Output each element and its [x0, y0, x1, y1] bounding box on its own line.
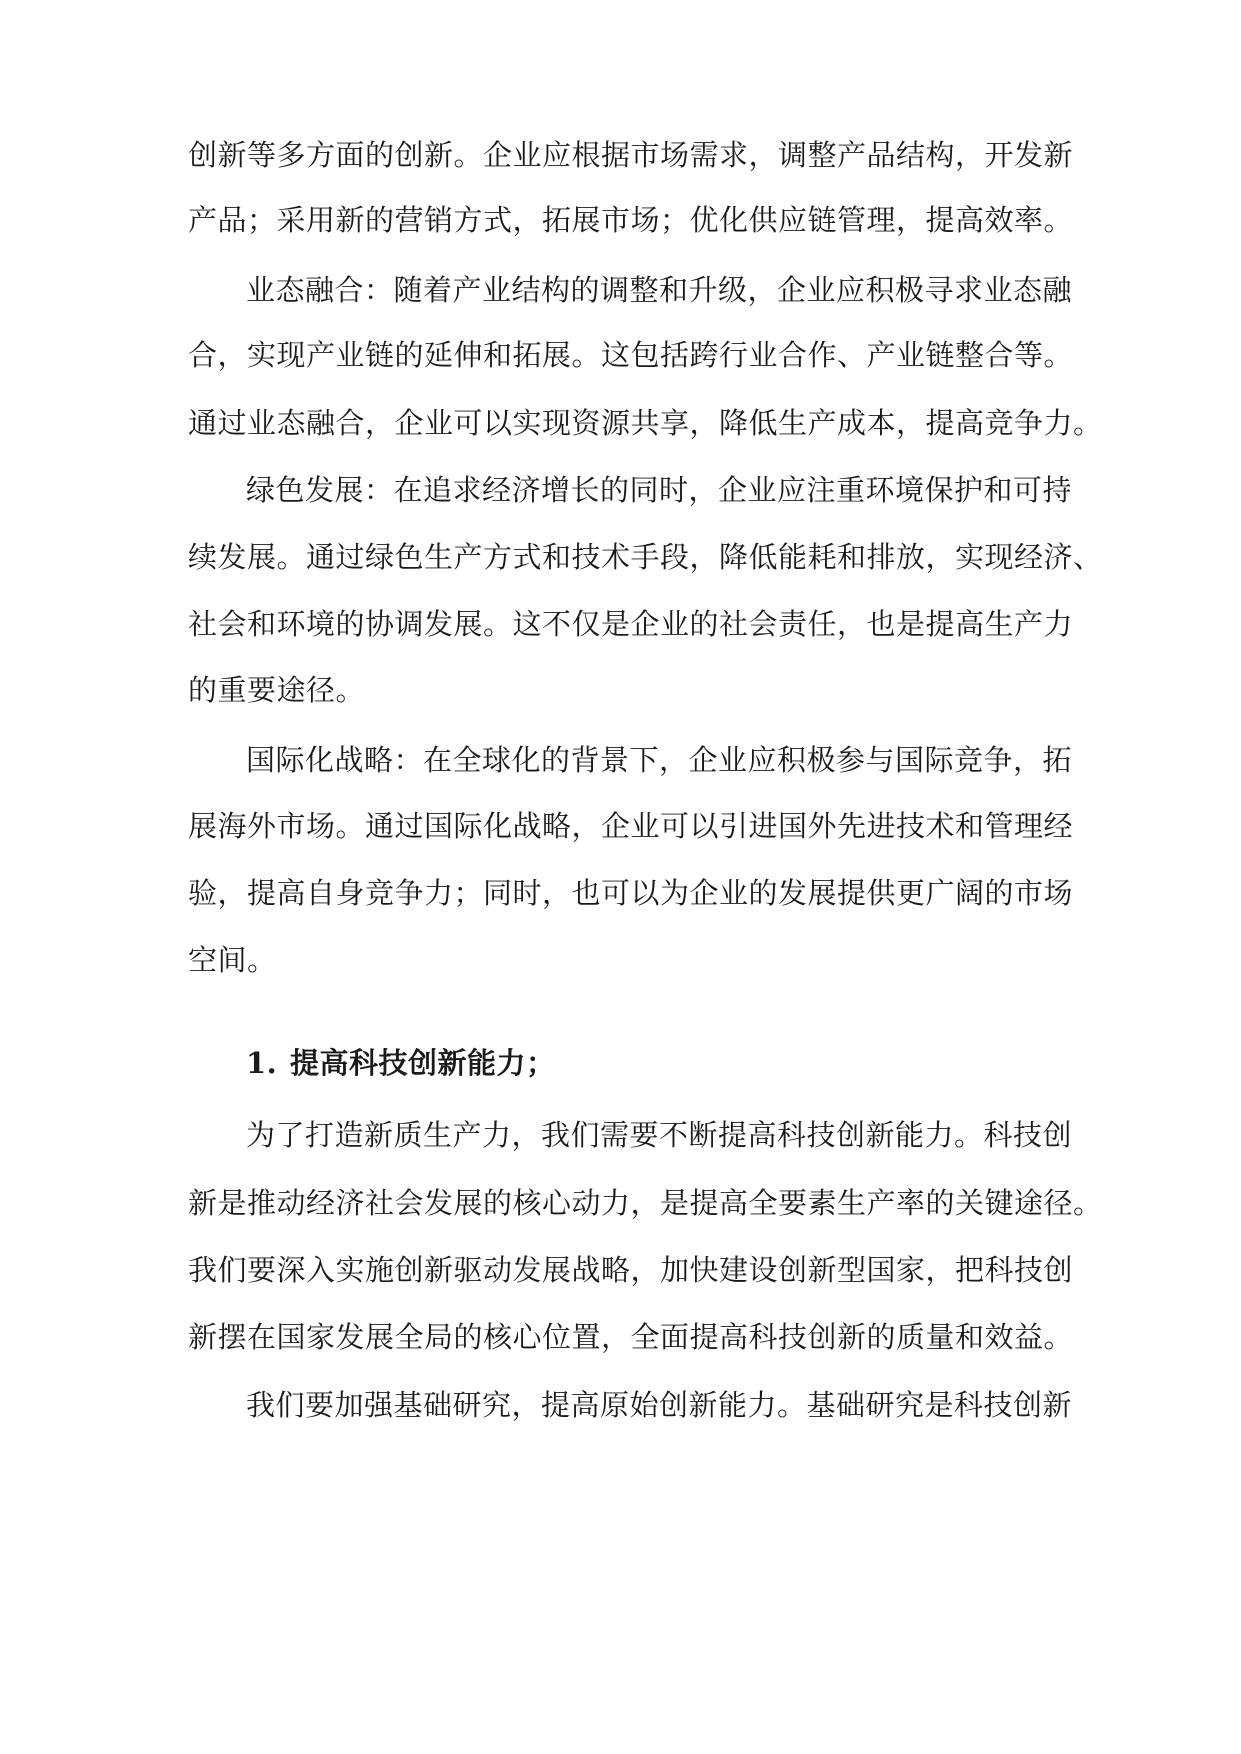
paragraph-line: 合，实现产业链的延伸和拓展。这包括跨行业合作、产业链整合等。 [188, 338, 1074, 372]
paragraph-line: 国际化战略：在全球化的背景下，企业应积极参与国际竞争，拓 [246, 743, 1073, 777]
paragraph-line: 绿色发展：在追求经济增长的同时，企业应注重环境保护和可持 [246, 473, 1073, 507]
paragraph-line: 续发展。通过绿色生产方式和技术手段，降低能耗和排放，实现经济、 [188, 540, 1103, 574]
paragraph-line: 我们要深入实施创新驱动发展战略，加快建设创新型国家，把科技创 [188, 1253, 1074, 1287]
paragraph-line: 空间。 [188, 943, 277, 977]
paragraph-line: 为了打造新质生产力，我们需要不断提高科技创新能力。科技创 [246, 1118, 1073, 1152]
paragraph-line: 创新等多方面的创新。企业应根据市场需求，调整产品结构，开发新 [188, 138, 1074, 172]
paragraph-line: 通过业态融合，企业可以实现资源共享，降低生产成本，提高竞争力。 [188, 406, 1103, 440]
paragraph-line: 新摆在国家发展全局的核心位置，全面提高科技创新的质量和效益。 [188, 1320, 1074, 1354]
paragraph-line: 新是推动经济社会发展的核心动力，是提高全要素生产率的关键途径。 [188, 1186, 1103, 1220]
paragraph-line: 验，提高自身竞争力；同时，也可以为企业的发展提供更广阔的市场 [188, 876, 1074, 910]
paragraph-line: 产品；采用新的营销方式，拓展市场；优化供应链管理，提高效率。 [188, 203, 1074, 237]
paragraph-line: 社会和环境的协调发展。这不仅是企业的社会责任，也是提高生产力 [188, 607, 1074, 641]
section-title: 提高科技创新能力； [290, 1046, 556, 1080]
paragraph-line: 我们要加强基础研究，提高原始创新能力。基础研究是科技创新 [246, 1388, 1073, 1422]
paragraph-line: 业态融合：随着产业结构的调整和升级，企业应积极寻求业态融 [246, 273, 1073, 307]
section-number: 1. [246, 1046, 278, 1080]
paragraph-line: 的重要途径。 [188, 673, 366, 707]
section-heading [246, 1043, 556, 1083]
paragraph-line: 展海外市场。通过国际化战略，企业可以引进国外先进技术和管理经 [188, 809, 1074, 843]
